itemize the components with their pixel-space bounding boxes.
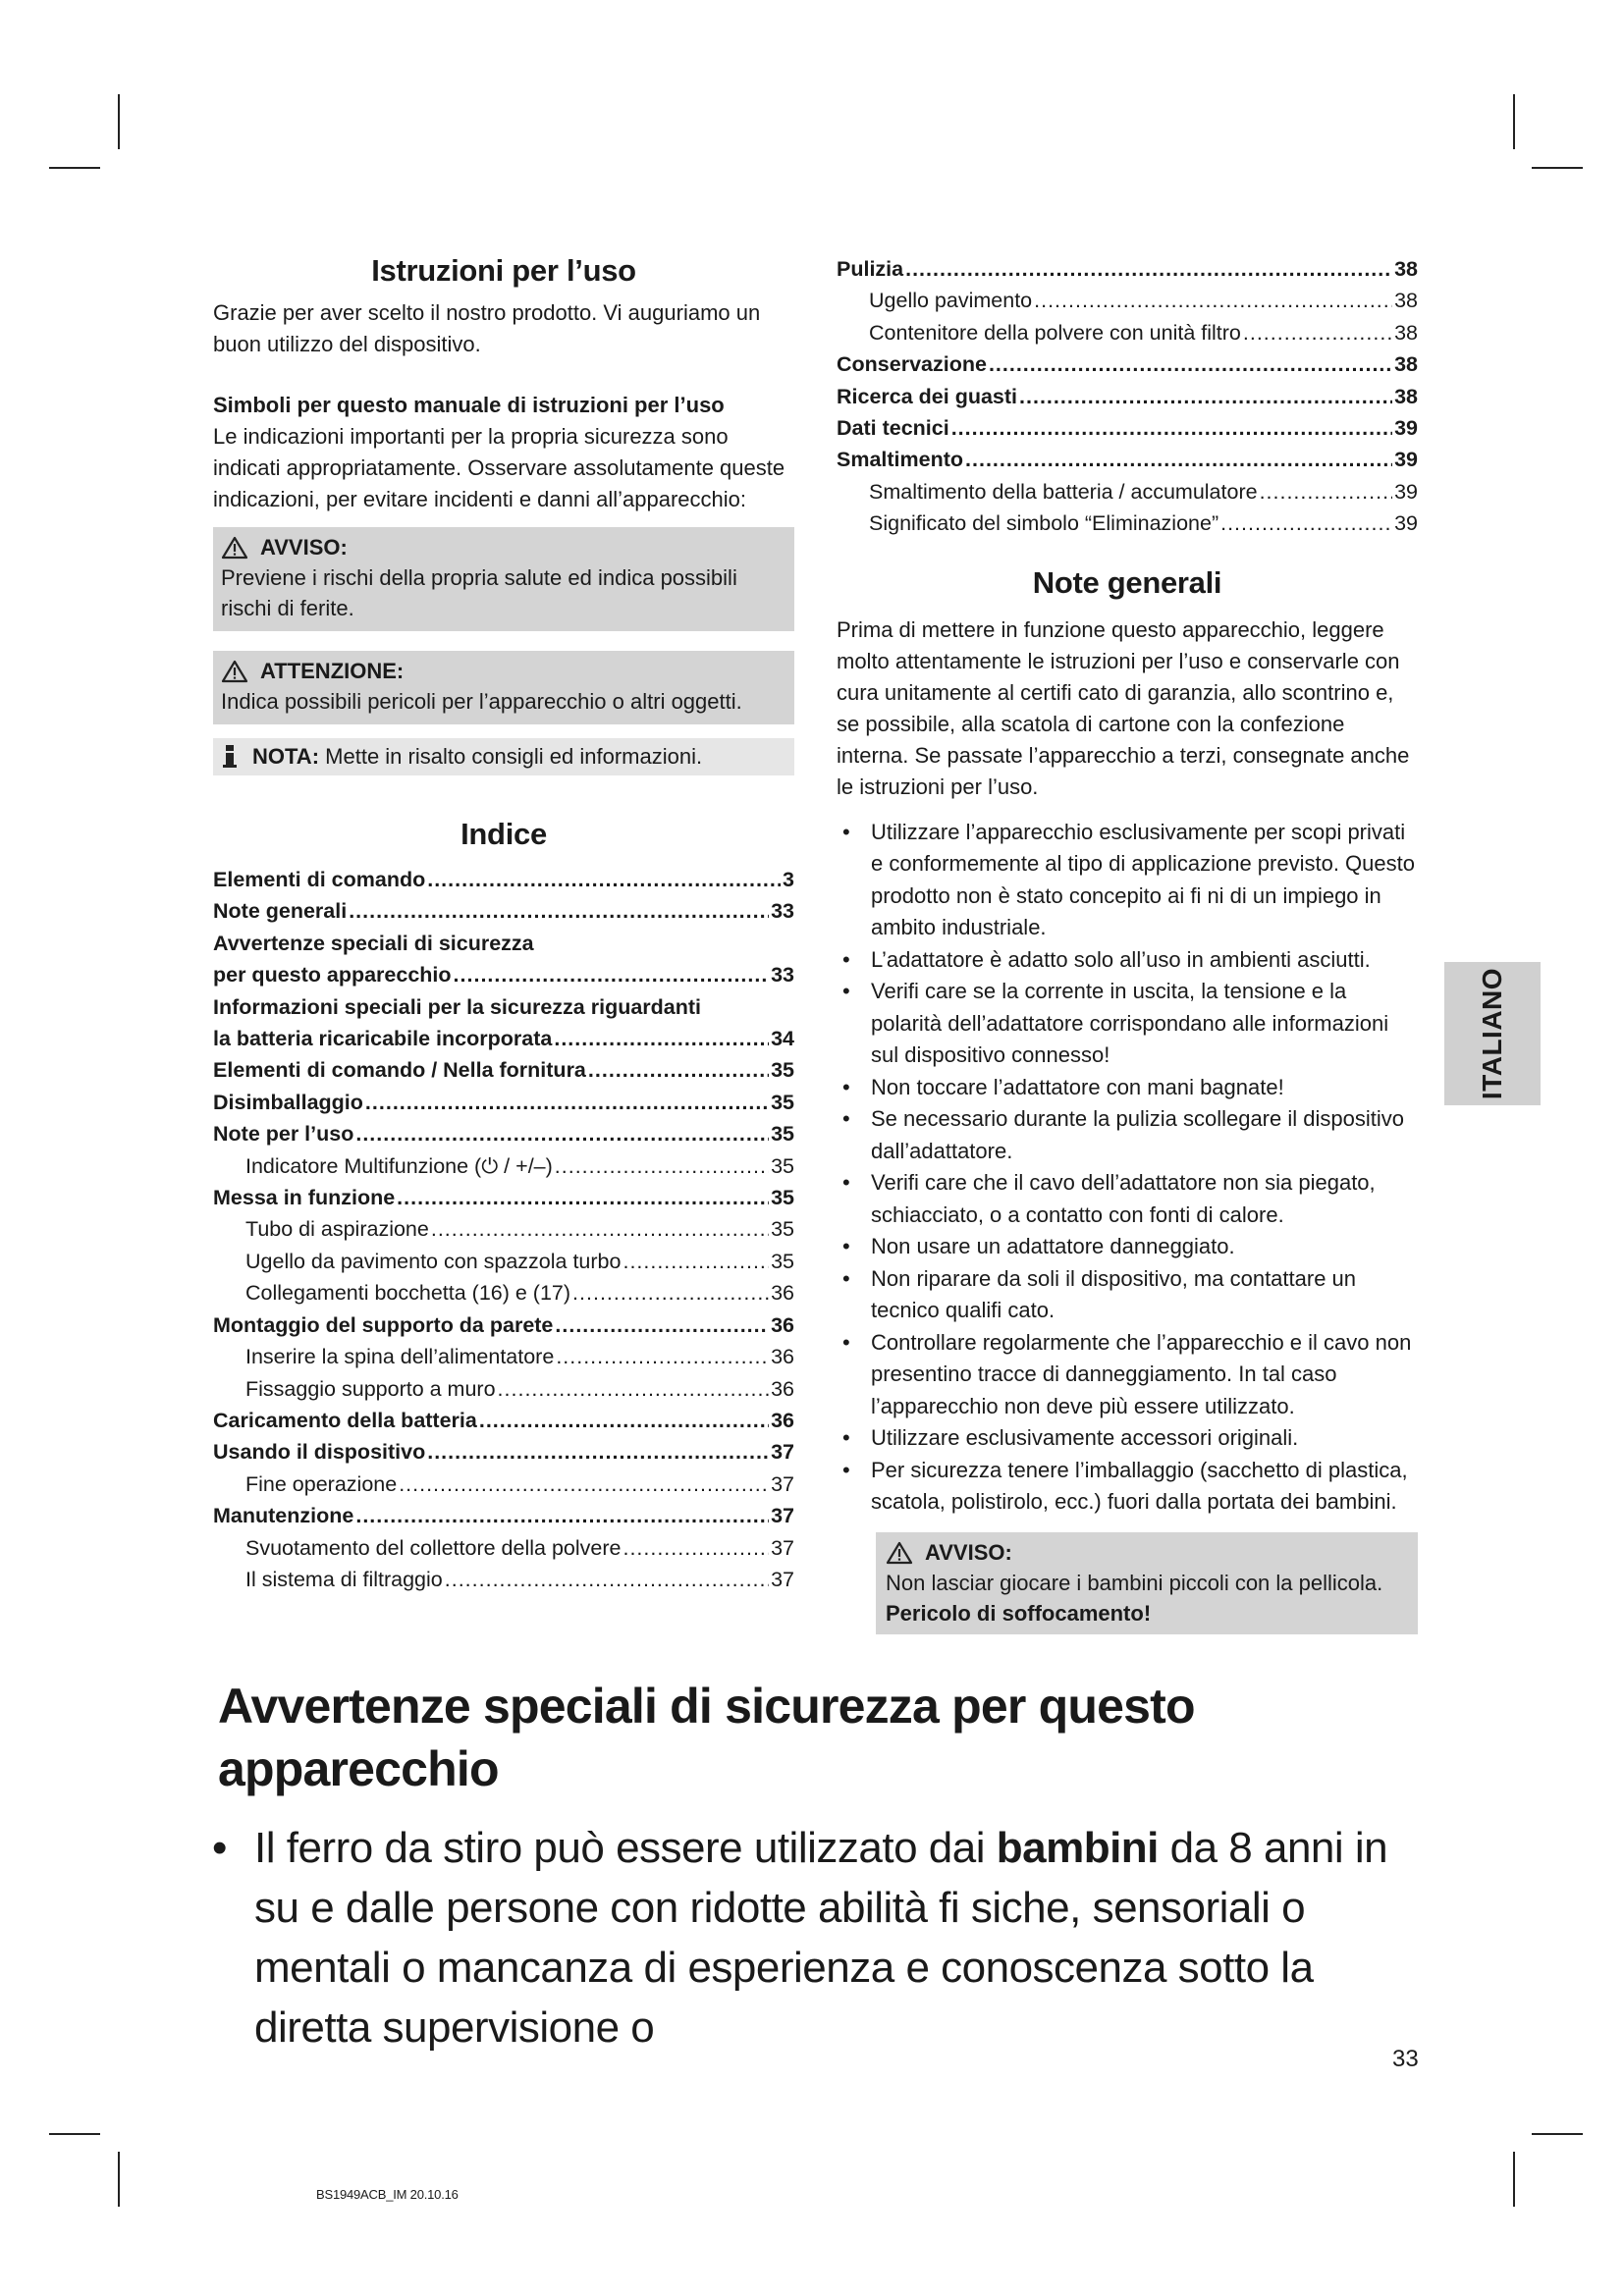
crop-mark bbox=[1513, 94, 1515, 149]
bullet-item: • Non toccare l’adattatore con mani bagnate! bbox=[837, 1072, 1418, 1104]
toc-row bbox=[213, 1500, 794, 1531]
toc-row bbox=[837, 348, 1418, 380]
toc-row bbox=[213, 1468, 794, 1500]
toc-leader-dots bbox=[1260, 476, 1393, 507]
suffocation-warning-notice bbox=[876, 1532, 1418, 1634]
toc-row bbox=[213, 959, 794, 990]
toc-page-number: 35 bbox=[771, 1153, 794, 1178]
toc-row bbox=[837, 476, 1418, 507]
warning-triangle-icon bbox=[221, 536, 248, 560]
toc-row bbox=[837, 253, 1418, 285]
toc-label: Fissaggio supporto a muro bbox=[245, 1376, 496, 1401]
crop-mark bbox=[1513, 2152, 1515, 2207]
toc-label: Fine operazione bbox=[245, 1471, 398, 1496]
toc-row bbox=[213, 1118, 794, 1149]
toc-label: Montaggio del supporto da parete bbox=[213, 1312, 554, 1337]
large-print-paragraph bbox=[218, 1818, 1426, 2057]
toc-row bbox=[213, 1405, 794, 1436]
toc-leader-dots bbox=[623, 1532, 769, 1564]
general-notes-title: Note generali bbox=[1032, 564, 1222, 600]
page-number: 33 bbox=[1392, 2046, 1419, 2072]
toc-row bbox=[837, 317, 1418, 348]
large-print-bold: bambini bbox=[996, 1824, 1159, 1872]
toc-row bbox=[213, 1087, 794, 1118]
large-print-section bbox=[218, 1675, 1426, 2057]
toc-label: Dati tecnici bbox=[837, 416, 949, 441]
toc-leader-dots bbox=[951, 412, 1392, 444]
table-of-contents bbox=[213, 864, 794, 1595]
toc-leader-dots bbox=[399, 1468, 769, 1500]
toc-page-number: 37 bbox=[771, 1504, 794, 1528]
toc-label: Collegamenti bocchetta (16) e (17) bbox=[245, 1281, 571, 1306]
toc-row bbox=[837, 507, 1418, 539]
toc-page-number: 37 bbox=[771, 1440, 794, 1465]
toc-row bbox=[213, 1246, 794, 1277]
toc-label: Disimballaggio bbox=[213, 1090, 363, 1114]
toc-label: la batteria ricaricabile incorporata bbox=[213, 1027, 553, 1051]
bullet-item: • Per sicurezza tenere l’imballaggio (sacchetto di plastica, scatola, polistirolo, ecc.) fuori dalla portata dei bambini. bbox=[837, 1455, 1418, 1519]
toc-page-number: 39 bbox=[1394, 448, 1418, 472]
toc-page-number: 37 bbox=[771, 1535, 794, 1560]
toc-label: Smaltimento della batteria / accumulatore bbox=[869, 479, 1258, 504]
crop-mark bbox=[1532, 2133, 1583, 2135]
toc-row bbox=[837, 444, 1418, 475]
warning-text: Previene i rischi della propria salute ed indica possibili rischi di ferite. bbox=[221, 565, 737, 620]
toc-row bbox=[213, 1150, 794, 1182]
toc-row bbox=[213, 1309, 794, 1341]
toc-page-number: 35 bbox=[771, 1122, 794, 1147]
toc-leader-dots bbox=[554, 1023, 769, 1054]
toc-page-number: 34 bbox=[771, 1027, 794, 1051]
toc-page-number: 35 bbox=[771, 1249, 794, 1273]
toc-leader-dots bbox=[989, 348, 1392, 380]
warning-text-bold: Pericolo di soffocamento! bbox=[886, 1600, 1152, 1626]
toc-label: Caricamento della batteria bbox=[213, 1408, 477, 1432]
toc-row bbox=[213, 1023, 794, 1054]
bullet-item: • Controllare regolarmente che l’apparecchio e il cavo non presentino tracce di danneggiamento. In tal caso l’apparecchio non deve più essere utilizzato. bbox=[837, 1327, 1418, 1423]
toc-label: Informazioni speciali per la sicurezza riguardanti bbox=[213, 994, 702, 1019]
toc-label: Contenitore della polvere con unità filtro bbox=[869, 320, 1241, 345]
toc-leader-dots bbox=[1019, 381, 1392, 412]
warning-text: Non lasciar giocare i bambini piccoli con la pellicola. bbox=[886, 1570, 1383, 1595]
toc-page-number: 38 bbox=[1394, 257, 1418, 281]
index-title: Indice bbox=[460, 817, 547, 851]
warning-label: AVVISO: bbox=[925, 1539, 1012, 1565]
right-column bbox=[837, 253, 1418, 1634]
bullet-item: • Verifi care che il cavo dell’adattatore non sia piegato, schiacciato, o a contatto con fonti di calore. bbox=[837, 1167, 1418, 1231]
toc-leader-dots bbox=[965, 444, 1392, 475]
crop-mark bbox=[118, 94, 120, 149]
toc-row bbox=[213, 1182, 794, 1213]
crop-mark bbox=[1532, 167, 1583, 169]
toc-row bbox=[213, 1054, 794, 1086]
toc-page-number: 38 bbox=[1394, 384, 1418, 408]
bullet-item: • Verifi care se la corrente in uscita, la tensione e la polarità dell’adattatore corrispondano alle informazioni sul dispositivo connesso! bbox=[837, 976, 1418, 1072]
table-of-contents-continued bbox=[837, 253, 1418, 540]
language-tab-label: ITALIANO bbox=[1477, 967, 1508, 1100]
bullet-item: • L’adattatore è adatto solo all’uso in ambienti asciutti. bbox=[837, 944, 1418, 977]
toc-label: Pulizia bbox=[837, 257, 904, 281]
toc-row bbox=[213, 1277, 794, 1308]
toc-label: Avvertenze speciali di sicurezza bbox=[213, 931, 534, 955]
toc-leader-dots bbox=[397, 1182, 769, 1213]
toc-page-number: 38 bbox=[1394, 320, 1418, 345]
toc-label: Usando il dispositivo bbox=[213, 1440, 426, 1465]
toc-page-number: 33 bbox=[771, 899, 794, 924]
toc-leader-dots bbox=[355, 1118, 769, 1149]
warning-triangle-icon bbox=[886, 1541, 913, 1565]
toc-row bbox=[213, 1341, 794, 1372]
toc-leader-dots bbox=[905, 253, 1392, 285]
toc-label: Significato del simbolo “Eliminazione” bbox=[869, 511, 1219, 536]
bullet-item: • Utilizzare l’apparecchio esclusivamente per scopi privati e conformemente al tipo di applicazione previsto. Questo prodotto non è stato concepito ai fi ni di un impiego in ambito industriale. bbox=[837, 817, 1418, 944]
toc-row bbox=[213, 1373, 794, 1405]
large-print-text: Il ferro da stiro può essere utilizzato dai bbox=[254, 1824, 997, 1872]
toc-leader-dots bbox=[555, 1309, 769, 1341]
toc-row bbox=[213, 1564, 794, 1595]
caution-triangle-icon bbox=[221, 660, 248, 683]
toc-label: Ricerca dei guasti bbox=[837, 384, 1018, 408]
toc-leader-dots bbox=[431, 1213, 769, 1245]
toc-page-number: 38 bbox=[1394, 289, 1418, 313]
warning-label: AVVISO: bbox=[260, 535, 348, 560]
toc-leader-dots bbox=[556, 1341, 769, 1372]
toc-page-number: 39 bbox=[1394, 511, 1418, 536]
language-tab bbox=[1444, 962, 1541, 1105]
toc-page-number: 39 bbox=[1394, 416, 1418, 441]
toc-label: Tubo di aspirazione bbox=[245, 1217, 429, 1242]
large-print-title: Avvertenze speciali di sicurezza per questo apparecchio bbox=[218, 1679, 1195, 1796]
toc-label: Inserire la spina dell’alimentatore bbox=[245, 1345, 555, 1369]
large-print-text-end: da 8 anni in su e dalle persone con ridotte abilità fi siche, sensoriali o mentali o mancanza di esperienza e conoscenza sotto la diretta supervisione o bbox=[254, 1824, 1388, 2052]
footer-code: BS1949ACB_IM 20.10.16 bbox=[316, 2187, 459, 2202]
toc-leader-dots bbox=[1034, 285, 1392, 316]
toc-leader-dots bbox=[623, 1246, 769, 1277]
toc-label: Ugello da pavimento con spazzola turbo bbox=[245, 1249, 622, 1273]
toc-row bbox=[213, 991, 794, 1023]
manual-title: Istruzioni per l’uso bbox=[371, 253, 636, 288]
bullet-item: • Utilizzare esclusivamente accessori originali. bbox=[837, 1422, 1418, 1455]
toc-label: Note generali bbox=[213, 899, 348, 924]
toc-label: Svuotamento del collettore della polvere bbox=[245, 1535, 622, 1560]
caution-notice bbox=[213, 651, 794, 724]
toc-row bbox=[837, 381, 1418, 412]
toc-label: Il sistema di filtraggio bbox=[245, 1567, 443, 1591]
symbols-text: Le indicazioni importanti per la propria sicurezza sono indicati appropriatamente. Osservare assolutamente queste indicazioni, per evitare incidenti e danni all’apparecchio: bbox=[213, 424, 785, 511]
toc-page-number: 35 bbox=[771, 1058, 794, 1083]
toc-row bbox=[213, 895, 794, 927]
toc-page-number: 33 bbox=[771, 963, 794, 988]
toc-page-number: 36 bbox=[771, 1345, 794, 1369]
toc-page-number: 39 bbox=[1394, 479, 1418, 504]
intro-text: Grazie per aver scelto il nostro prodotto. Vi auguriamo un buon utilizzo del dispositivo. bbox=[213, 300, 761, 356]
bullet-item: • Se necessario durante la pulizia scollegare il dispositivo dall’adattatore. bbox=[837, 1103, 1418, 1167]
toc-label: Manutenzione bbox=[213, 1504, 354, 1528]
toc-label: Smaltimento bbox=[837, 448, 964, 472]
toc-label: Elementi di comando bbox=[213, 868, 426, 891]
toc-leader-dots bbox=[355, 1500, 769, 1531]
toc-page-number: 35 bbox=[771, 1186, 794, 1210]
toc-row bbox=[213, 928, 794, 959]
toc-leader-dots bbox=[427, 1436, 769, 1468]
toc-leader-dots bbox=[1243, 317, 1392, 348]
bullet-item: • Non usare un adattatore danneggiato. bbox=[837, 1231, 1418, 1263]
toc-leader-dots bbox=[479, 1405, 769, 1436]
toc-leader-dots bbox=[454, 959, 770, 990]
caution-label: ATTENZIONE: bbox=[260, 659, 405, 683]
toc-leader-dots bbox=[572, 1277, 769, 1308]
toc-row bbox=[213, 1532, 794, 1564]
toc-row bbox=[837, 285, 1418, 316]
toc-row bbox=[213, 1213, 794, 1245]
note-text: Mette in risalto consigli ed informazioni. bbox=[325, 744, 703, 769]
toc-page-number: 37 bbox=[771, 1567, 794, 1591]
caution-text: Indica possibili pericoli per l’apparecchio o altri oggetti. bbox=[221, 689, 742, 714]
crop-mark bbox=[49, 167, 100, 169]
general-notes-intro: Prima di mettere in funzione questo apparecchio, leggere molto attentamente le istruzioni per l’uso e conservarle con cura unitamente al certifi cato di garanzia, allo scontrino e, se possibile, alla scatola di cartone con la confezione interna. Se passate l’apparecchio a terzi, consegnate anche le istruzioni per l’uso. bbox=[837, 616, 1410, 799]
toc-page-number: 35 bbox=[771, 1090, 794, 1114]
toc-leader-dots bbox=[427, 864, 781, 895]
toc-page-number: 36 bbox=[771, 1408, 794, 1432]
toc-page-number: 38 bbox=[1394, 352, 1418, 377]
toc-page-number: 3 bbox=[783, 868, 794, 891]
toc-row bbox=[213, 1436, 794, 1468]
toc-page-number: 35 bbox=[771, 1217, 794, 1242]
toc-leader-dots bbox=[445, 1564, 769, 1595]
toc-leader-dots bbox=[588, 1054, 769, 1086]
toc-row bbox=[213, 864, 794, 895]
left-column bbox=[213, 253, 794, 1595]
crop-mark bbox=[49, 2133, 100, 2135]
toc-page-number: 37 bbox=[771, 1471, 794, 1496]
toc-label: Ugello pavimento bbox=[869, 289, 1033, 313]
toc-label: Conservazione bbox=[837, 352, 987, 377]
toc-page-number: 36 bbox=[771, 1376, 794, 1401]
toc-page-number: 36 bbox=[771, 1281, 794, 1306]
toc-label: Elementi di comando / Nella fornitura bbox=[213, 1058, 586, 1083]
note-notice bbox=[213, 738, 794, 775]
note-label: NOTA: bbox=[252, 744, 320, 769]
info-icon bbox=[221, 744, 239, 770]
crop-mark bbox=[118, 2152, 120, 2207]
toc-page-number: 36 bbox=[771, 1312, 794, 1337]
toc-leader-dots bbox=[1220, 507, 1392, 539]
toc-label: Note per l’uso bbox=[213, 1122, 354, 1147]
warning-notice bbox=[213, 527, 794, 631]
toc-leader-dots bbox=[555, 1150, 769, 1182]
toc-leader-dots bbox=[498, 1373, 770, 1405]
toc-label: Indicatore Multifunzione (⏻ / +/–) bbox=[245, 1153, 553, 1178]
toc-leader-dots bbox=[365, 1087, 769, 1118]
safety-bullet-list bbox=[837, 817, 1418, 1519]
toc-label: Messa in funzione bbox=[213, 1186, 396, 1210]
toc-leader-dots bbox=[349, 895, 769, 927]
toc-label: per questo apparecchio bbox=[213, 963, 452, 988]
symbols-heading: Simboli per questo manuale di istruzioni per l’uso bbox=[213, 393, 725, 417]
toc-row bbox=[837, 412, 1418, 444]
bullet-item: • Non riparare da soli il dispositivo, ma contattare un tecnico qualifi cato. bbox=[837, 1263, 1418, 1327]
